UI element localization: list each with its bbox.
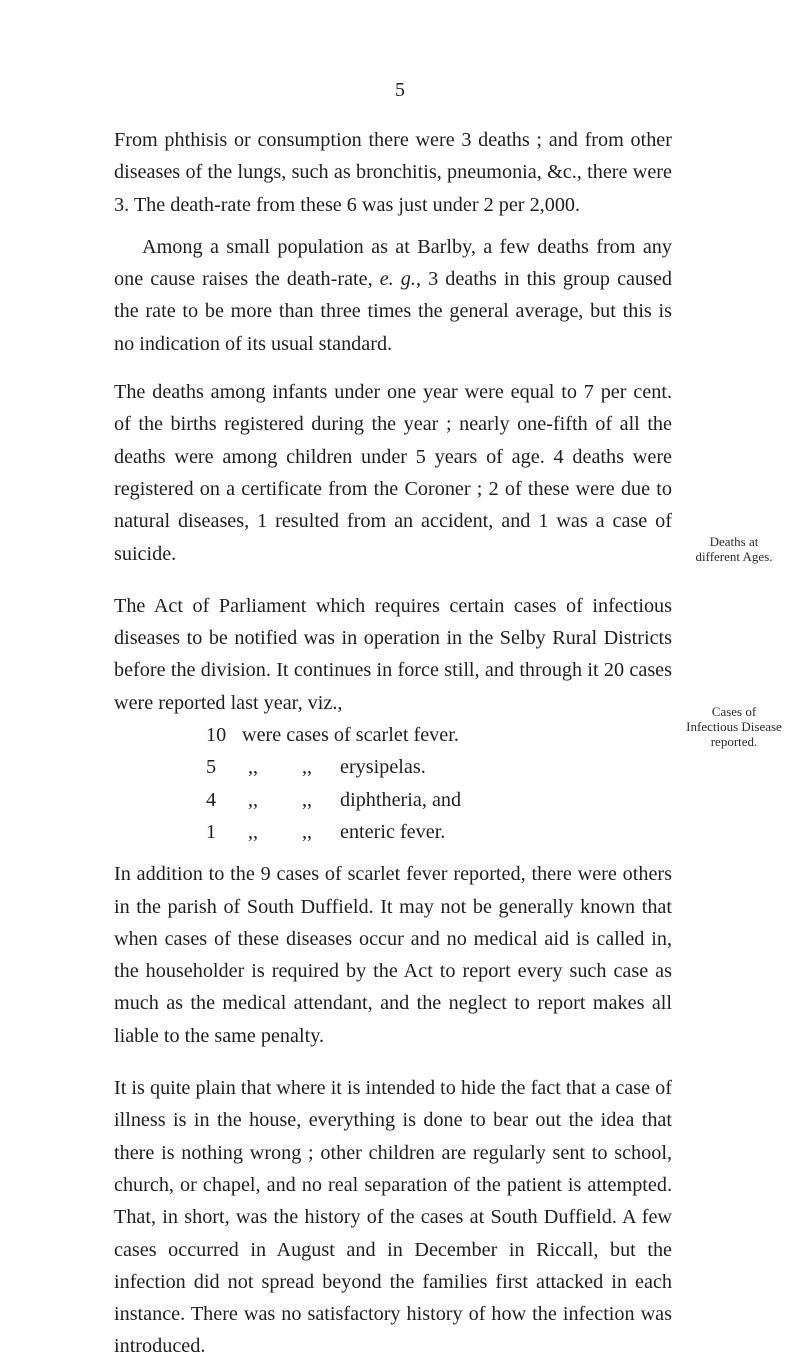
paragraph-barlby-death-rate	[114, 231, 672, 360]
case-description: were cases of scarlet fever.	[242, 724, 459, 747]
paragraph-barlby-text-end: 3 deaths in this group caused the rate to be more than three times the general average, but this is no indication of its usual standard.	[114, 268, 673, 355]
case-description: diphtheria, and	[340, 788, 462, 811]
case-count: 4	[206, 788, 217, 811]
case-list-row-scarlet-fever	[114, 719, 672, 751]
paragraph-infectious-diseases-act: The Act of Parliament which requires certain cases of infectious diseases to be notified was in operation in the Selby Rural Districts before the division. It continues in force still, and through it 20 cases were reported last year, viz.,	[114, 594, 672, 714]
case-description: enteric fever.	[340, 820, 446, 843]
case-list-row-erysipelas	[114, 751, 672, 783]
ditto-mark: ,,	[248, 788, 259, 811]
margin-note-deaths-at-different-ages: Deaths at different Ages.	[695, 534, 773, 564]
page-body	[114, 124, 672, 1363]
paragraph-phthisis-deaths: From phthisis or consumption there were 3 deaths ; and from other diseases of the lungs, such as bronchitis, pneumonia, &c., there were 3. The death-rate from these 6 was just under 2 per 2,000.	[114, 129, 672, 216]
paragraph-south-duffield-cases: In addition to the 9 cases of scarlet fever reported, there were others in the parish of South Duffield. It may not be generally known that when cases of these diseases occur and no medical aid is called in, the householder is required by the Act to report every such case as much as the medical attendant, and the neglect to report makes all liable to the same penalty.	[114, 863, 672, 1047]
paragraph-infant-deaths: The deaths among infants under one year were equal to 7 per cent. of the births registered during the year ; nearly one-fifth of all the deaths were among children under 5 years of age. 4 deaths were registered on a certificate from the Coroner ; 2 of these were due to natural diseases, 1 resulted from an accident, and 1 was a case of suicide.	[114, 381, 672, 565]
page-number: 5	[395, 79, 405, 101]
ditto-mark: ,,	[302, 788, 313, 811]
ditto-mark: ,,	[248, 820, 259, 843]
case-count: 5	[206, 756, 217, 779]
ditto-mark: ,,	[248, 756, 259, 779]
case-list-row-diphtheria	[114, 784, 672, 816]
case-count: 1	[206, 820, 217, 843]
margin-note-cases-of-infectious-disease: Cases of Infectious Disease reported.	[686, 704, 782, 749]
ditto-mark: ,,	[302, 756, 313, 779]
case-count: 10	[206, 724, 227, 747]
paragraph-hiding-illness: It is quite plain that where it is intended to hide the fact that a case of illness is in the house, everything is done to bear out the idea that there is nothing wrong ; other children are regularly sent to school, church, or chapel, and no real separation of the patient is attempted. That, in short, was the history of the cases at South Duffield. A few cases occurred in August and in December in Riccall, but the infection did not spread beyond the families first attacked in each instance. There was no satisfactory history of how the infection was introduced.	[114, 1077, 672, 1358]
paragraph-barlby-eg: e. g.,	[379, 268, 421, 291]
case-list-row-enteric-fever	[114, 816, 672, 848]
case-description: erysipelas.	[340, 756, 426, 779]
ditto-mark: ,,	[302, 820, 313, 843]
case-list	[114, 719, 672, 848]
paragraph-barlby-text-start: Among a small population as at Barlby, a few deaths from any one cause raises the death-rate,	[114, 235, 672, 291]
